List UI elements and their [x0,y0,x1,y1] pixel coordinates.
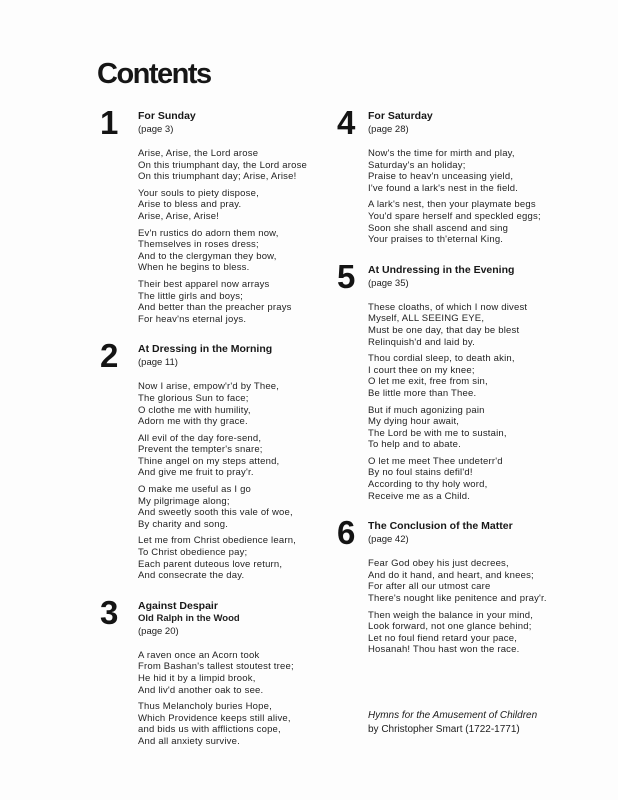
verse-line: On this triumphant day; Arise, Arise! [138,171,297,183]
verse-line: Their best apparel now arrays [138,278,270,290]
section-subtitle: Old Ralph in the Wood [138,612,240,624]
toc-section [337,514,581,656]
section-title: The Conclusion of the Matter [368,520,513,533]
page-title: Contents [97,58,211,90]
verse-line: And to the clergyman they bow, [138,250,277,262]
right-column [337,104,581,674]
verse-line: He hid it by a limpid brook, [138,673,256,684]
toc-section [100,337,337,582]
section-title: For Saturday [368,110,433,122]
section-stanzas [138,148,337,325]
toc-section [337,104,581,246]
verse-line: Hosanah! Thou hast won the race. [368,644,520,656]
toc-section [100,104,337,325]
left-column [100,104,337,766]
verse-line: My pilgrimage along; [138,495,230,507]
section-page-number: (page 3) [138,124,174,135]
stanza [138,381,337,427]
verse-line: By no foul stains defil'd! [368,467,473,479]
verse-line: But if much agonizing pain [368,404,485,416]
section-page-number: (page 28) [368,124,409,135]
section-title: Against Despair [138,599,218,612]
section-body [368,520,581,656]
verse-line: Saturday's an holiday; [368,159,466,171]
verse-line: For heav'ns eternal joys. [138,313,247,325]
verse-line: According to thy holy word, [368,479,488,491]
section-number: 4 [337,104,355,141]
verse-line: Arise to bless and pray. [138,199,242,211]
verse-line: And better than the preacher prays [138,302,292,314]
verse-line: And all anxiety survive. [138,735,240,747]
verse-line: And give me fruit to pray'r. [138,467,254,479]
verse-line: Be little more than Thee. [368,387,477,399]
verse-line: The Lord be with me to sustain, [368,427,507,439]
stanza [138,650,337,696]
verse-line: And sweetly sooth this vale of woe, [138,507,293,519]
verse-line: The glorious Sun to face; [138,392,249,404]
verse-line: O make me useful as I go [138,484,252,496]
book-title: Hymns for the Amusement of Children [368,710,538,721]
verse-line: Which Providence keeps still alive, [138,712,291,724]
toc-section [337,257,581,503]
verse-line: O clothe me with humility, [138,404,251,416]
stanza [138,228,337,274]
verse-line: Thine angel on my steps attend, [138,455,280,467]
verse-line: A raven once an Acorn took [138,649,260,661]
verse-line: I court thee on my knee; [368,364,475,376]
verse-line: Let no foul fiend retard your pace, [368,632,518,644]
section-number: 6 [337,514,355,552]
verse-line: These cloaths, of which I now divest [368,301,528,313]
verse-line: And liv'd another oak to see. [138,684,264,696]
stanza [368,148,581,194]
verse-line: When he begins to bless. [138,262,250,274]
section-stanzas [368,302,581,503]
stanza [368,405,581,451]
stanza [138,188,337,223]
verse-line: And consecrate the day. [138,570,245,582]
section-page-number: (page 42) [368,534,409,546]
section-stanzas [138,650,337,748]
verse-line: Arise, Arise, the Lord arose [138,148,259,159]
section-page-number: (page 35) [368,277,409,289]
verse-line: Now I arise, empow'r'd by Thee, [138,381,280,393]
verse-line: Let me from Christ obedience learn, [138,535,297,547]
verse-line: The little girls and boys; [138,290,243,302]
verse-line: And do it hand, and heart, and knees; [368,569,534,581]
section-title: At Dressing in the Morning [138,343,273,356]
verse-line: Your praises to th'eternal King. [368,234,504,246]
verse-line: Receive me as a Child. [368,490,471,502]
stanza [368,302,581,348]
section-page-number: (page 11) [138,357,178,369]
verse-line: Your souls to piety dispose, [138,187,259,199]
section-stanzas [138,381,337,582]
verse-line: Each parent duteous love return, [138,558,283,570]
verse-line: By charity and song. [138,518,229,530]
stanza [138,148,337,183]
verse-line: and bids us with afflictions cope, [138,724,281,736]
stanza [138,484,337,530]
verse-line: To help and to abate. [368,439,461,451]
verse-line: Must be one day, that day be blest [368,324,520,336]
stanza [138,535,337,581]
section-page-number: (page 20) [138,625,179,637]
section-body [368,264,581,503]
verse-line: Praise to heav'n unceasing yield, [368,171,514,183]
verse-line: All evil of the day fore-send, [138,432,262,444]
verse-line: To Christ obedience pay; [138,547,248,559]
verse-line: Now's the time for mirth and play, [368,148,515,159]
verse-line: O let me meet Thee undeterr'd [368,455,503,467]
stanza [138,279,337,325]
verse-line: Arise, Arise, Arise! [138,210,220,222]
stanza [138,701,337,747]
section-title: For Sunday [138,110,196,122]
verse-line: I've found a lark's nest in the field. [368,182,519,194]
book-author-line: by Christopher Smart (1722-1771) [368,723,520,735]
verse-line: You'd spare herself and speckled eggs; [368,210,541,222]
stanza [368,353,581,399]
book-attribution [368,709,537,736]
section-number: 1 [100,104,118,141]
verse-line: O let me exit, free from sin, [368,376,488,388]
stanza [368,610,581,656]
verse-line: Adorn me with thy grace. [138,416,248,428]
section-body [138,110,337,325]
verse-line: For after all our utmost care [368,581,491,593]
toc-section [100,593,337,748]
verse-line: Prevent the tempter's snare; [138,444,263,456]
verse-line: Soon she shall ascend and sing [368,222,509,234]
verse-line: There's nought like penitence and pray'r. [368,593,547,605]
contents-columns [100,104,581,766]
section-number: 5 [337,257,355,295]
section-body [368,110,581,246]
stanza [368,199,581,245]
section-title: At Undressing in the Evening [368,263,515,276]
verse-line: Look forward, not one glance behind; [368,621,532,633]
verse-line: Ev'n rustics do adorn them now, [138,227,279,239]
section-body [138,343,337,582]
verse-line: Then weigh the balance in your mind, [368,609,534,621]
verse-line: Themselves in roses dress; [138,239,259,251]
verse-line: Thus Melancholy buries Hope, [138,701,272,713]
stanza [138,433,337,479]
verse-line: Fear God obey his just decrees, [368,558,509,570]
verse-line: From Bashan's tallest stoutest tree; [138,661,294,673]
verse-line: A lark's nest, then your playmate begs [368,199,536,211]
verse-line: Thou cordial sleep, to death akin, [368,353,515,365]
stanza [368,558,581,604]
section-number: 3 [100,593,118,631]
verse-line: Myself, ALL SEEING EYE, [368,313,485,325]
verse-line: On this triumphant day, the Lord arose [138,159,308,171]
verse-line: Relinquish'd and laid by. [368,336,475,348]
section-body [138,600,337,748]
section-number: 2 [100,337,118,375]
verse-line: My dying hour await, [368,416,460,428]
stanza [368,456,581,502]
section-stanzas [368,148,581,246]
section-stanzas [368,558,581,656]
